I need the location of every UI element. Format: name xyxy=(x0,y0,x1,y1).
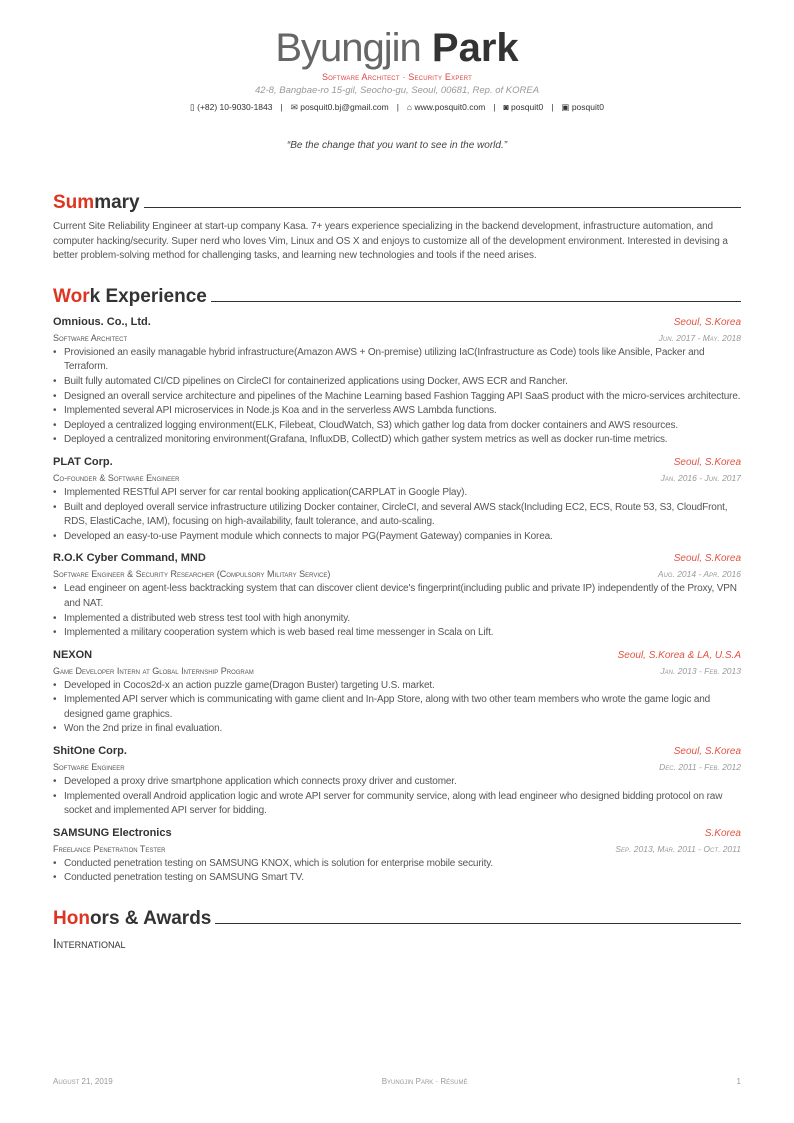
contact-text: www.posquit0.com xyxy=(414,102,486,112)
entry-subheader xyxy=(53,844,741,854)
page-footer xyxy=(53,1077,741,1086)
bullet-item: • Deployed a centralized logging environment(ELK, Filebeat, CloudWatch, S3) which gather log data from docker containers and AWS resources. xyxy=(53,419,741,434)
bullet-item: • Lead engineer on agent-less backtracking system that can discover client device's fingerprint(including public and private IP) independently of the Proxy, VPN and NAT. xyxy=(53,582,741,611)
bullet-item: • Implemented overall Android application logic and wrote API server for community service, along with lead engineer who designed bidding protocol on raw socket and implemented API server for bidding. xyxy=(53,790,741,819)
bullet-item: • Conducted penetration testing on SAMSUNG KNOX, which is solution for enterprise mobile security. xyxy=(53,857,741,872)
experience-section xyxy=(53,286,741,886)
summary-section xyxy=(53,192,741,264)
entry-header xyxy=(53,316,741,328)
bullet-item: • Built fully automated CI/CD pipelines on CircleCI for containerized applications using Docker, AWS ECR and Rancher. xyxy=(53,375,741,390)
contact-text: posquit0 xyxy=(511,102,544,112)
contact-mobile[interactable] xyxy=(190,102,272,112)
bullet-item: • Developed in Cocos2d-x an action puzzle game(Dragon Buster) targeting U.S. market. xyxy=(53,679,741,694)
bullet-item: • Implemented a military cooperation system which is web based real time messenger in Scala on Lift. xyxy=(53,626,741,641)
contact-github[interactable] xyxy=(504,102,544,112)
job-role: Software Architect xyxy=(53,332,128,343)
job-role: Game Developer Intern at Global Internship Program xyxy=(53,665,254,676)
location: Seoul, S.Korea xyxy=(673,316,741,328)
mobile-icon: ▯ xyxy=(190,102,195,112)
entry-subheader xyxy=(53,333,741,343)
location: Seoul, S.Korea xyxy=(673,553,741,565)
experience-entry xyxy=(53,316,741,448)
first-name: Byungjin xyxy=(275,26,421,70)
bullet-item: • Built and deployed overall service infrastructure utilizing Docker container, CircleCI, and several AWS stack(Including EC2, ECS, Route 53, S3, CloudFront, RDS, ElastiCache, IAM), focusing on high-availability, fault tolerance, and auto-scaling. xyxy=(53,501,741,530)
quote: “Be the change that you want to see in the world.” xyxy=(286,140,508,151)
experience-entry xyxy=(53,745,741,819)
entry-subheader xyxy=(53,666,741,676)
contact-linkedin[interactable] xyxy=(561,102,604,112)
section-title xyxy=(53,908,741,930)
title-rest: k Experience xyxy=(89,285,207,307)
envelope-icon: ✉ xyxy=(290,102,298,112)
linkedin-icon: ▣ xyxy=(561,102,570,112)
bullet-item: • Implemented RESTful API server for car rental booking application(CARPLAT in Google Play). xyxy=(53,486,741,501)
title-rest: mary xyxy=(94,192,140,213)
entry-header xyxy=(53,649,741,661)
footer-title: Byungjin Park · Résumé xyxy=(381,1077,468,1086)
position-title: Software Architect · Security Expert xyxy=(321,72,473,82)
entry-header xyxy=(53,827,741,839)
section-title xyxy=(53,286,741,308)
entry-subheader xyxy=(53,473,741,483)
bullet-list xyxy=(53,346,741,448)
experience-entry xyxy=(53,649,741,737)
honors-subheading: International xyxy=(53,936,126,952)
contact-text: (+82) 10-9030-1843 xyxy=(197,102,273,112)
title-rest: ors & Awards xyxy=(89,908,212,930)
home-icon: ⌂ xyxy=(406,102,413,112)
contact-text: posquit0.bj@gmail.com xyxy=(300,102,389,112)
bullet-item: • Won the 2nd prize in final evaluation. xyxy=(53,722,741,737)
name xyxy=(0,26,794,70)
contact-list xyxy=(0,102,794,113)
bullet-list xyxy=(53,582,741,640)
contact-text: posquit0 xyxy=(571,102,604,112)
bullet-list xyxy=(53,775,741,819)
company-name: R.O.K Cyber Command, MND xyxy=(53,552,206,565)
page-number: 1 xyxy=(736,1077,741,1086)
bullet-item: • Implemented several API microservices in Node.js Koa and in the serverless AWS Lambda functions. xyxy=(53,404,741,419)
address: 42-8, Bangbae-ro 15-gil, Seocho-gu, Seoul, 00681, Rep. of KOREA xyxy=(254,85,540,96)
bullet-list xyxy=(53,857,741,886)
date-range: Jun. 2017 - May. 2018 xyxy=(658,332,741,343)
title-accent: Hon xyxy=(53,908,90,930)
job-role: Co-founder & Software Engineer xyxy=(53,472,180,483)
section-title xyxy=(53,192,741,214)
job-role: Software Engineer xyxy=(53,762,125,773)
divider xyxy=(215,923,741,924)
date-range: Dec. 2011 - Feb. 2012 xyxy=(659,762,741,773)
last-name: Park xyxy=(431,26,519,70)
title-accent: Sum xyxy=(53,192,95,213)
bullet-item: • Designed an overall service architecture and pipelines of the Machine Learning based Fashion Tagging API SaaS product with the micro-services architecture. xyxy=(53,390,741,405)
entry-subheader xyxy=(53,569,741,579)
date-range: Jan. 2013 - Feb. 2013 xyxy=(660,665,741,676)
github-icon: ◙ xyxy=(503,102,509,112)
company-name: PLAT Corp. xyxy=(53,455,113,468)
location: S.Korea xyxy=(704,827,741,839)
company-name: Omnious. Co., Ltd. xyxy=(53,315,151,328)
bullet-item: • Implemented a distributed web stress test tool with high anonymity. xyxy=(53,612,741,627)
title-accent: Wor xyxy=(53,285,90,307)
date-range: Sep. 2013, Mar. 2011 - Oct. 2011 xyxy=(615,843,741,854)
resume-header xyxy=(0,26,794,151)
divider xyxy=(144,207,741,208)
separator: | xyxy=(493,102,496,112)
bullet-list xyxy=(53,679,741,737)
bullet-item: • Deployed a centralized monitoring environment(Grafana, InfluxDB, CollectD) which gather system metrics as well as docker run-time metrics. xyxy=(53,433,741,448)
entry-header xyxy=(53,745,741,757)
bullet-item: • Developed an easy-to-use Payment module which connects to major PG(Payment Gateway) companies in Korea. xyxy=(53,530,741,545)
experience-list xyxy=(53,316,741,886)
entry-subheader xyxy=(53,762,741,772)
bullet-item: • Provisioned an easily managable hybrid infrastructure(Amazon AWS + On-premise) utilizing IaC(Infrastructure as Code) tools like Ansible, Packer and Terraform. xyxy=(53,346,741,375)
job-role: Freelance Penetration Tester xyxy=(53,843,166,854)
footer-date: August 21, 2019 xyxy=(53,1077,113,1086)
location: Seoul, S.Korea & LA, U.S.A xyxy=(617,649,741,661)
date-range: Jan. 2016 - Jun. 2017 xyxy=(660,472,741,483)
location: Seoul, S.Korea xyxy=(673,746,741,758)
bullet-item: • Developed a proxy drive smartphone application which connects proxy driver and customer. xyxy=(53,775,741,790)
entry-header xyxy=(53,552,741,564)
bullet-list xyxy=(53,486,741,544)
date-range: Aug. 2014 - Apr. 2016 xyxy=(657,569,741,580)
separator: | xyxy=(280,102,283,112)
experience-entry xyxy=(53,827,741,886)
summary-text: Current Site Reliability Engineer at start-up company Kasa. 7+ years experience specializing in the backend development, infrastructure automation, and computer hacking/security. Super nerd who loves Vim, Linux and OS X and enjoys to customize all of the development environment. Interested in devising a better problem-solving method for challenging tasks, and learning new technologies and tools if the need arises. xyxy=(53,221,728,262)
company-name: NEXON xyxy=(53,648,93,661)
divider xyxy=(211,301,741,302)
company-name: SAMSUNG Electronics xyxy=(53,826,172,839)
experience-entry xyxy=(53,552,741,640)
job-role: Software Engineer & Security Researcher (Compulsory Military Service) xyxy=(53,569,331,580)
separator: | xyxy=(396,102,399,112)
contact-envelope[interactable] xyxy=(291,102,389,112)
separator: | xyxy=(551,102,554,112)
contact-home[interactable] xyxy=(407,102,485,112)
location: Seoul, S.Korea xyxy=(673,456,741,468)
bullet-item: • Implemented API server which is communicating with game client and In-App Store, along with two other team members who wrote the game logic and designed game graphics. xyxy=(53,693,741,722)
entry-header xyxy=(53,456,741,468)
experience-entry xyxy=(53,456,741,544)
honors-section xyxy=(53,908,741,951)
resume-body xyxy=(53,192,741,973)
bullet-item: • Conducted penetration testing on SAMSUNG Smart TV. xyxy=(53,871,741,886)
company-name: ShitOne Corp. xyxy=(53,745,127,758)
